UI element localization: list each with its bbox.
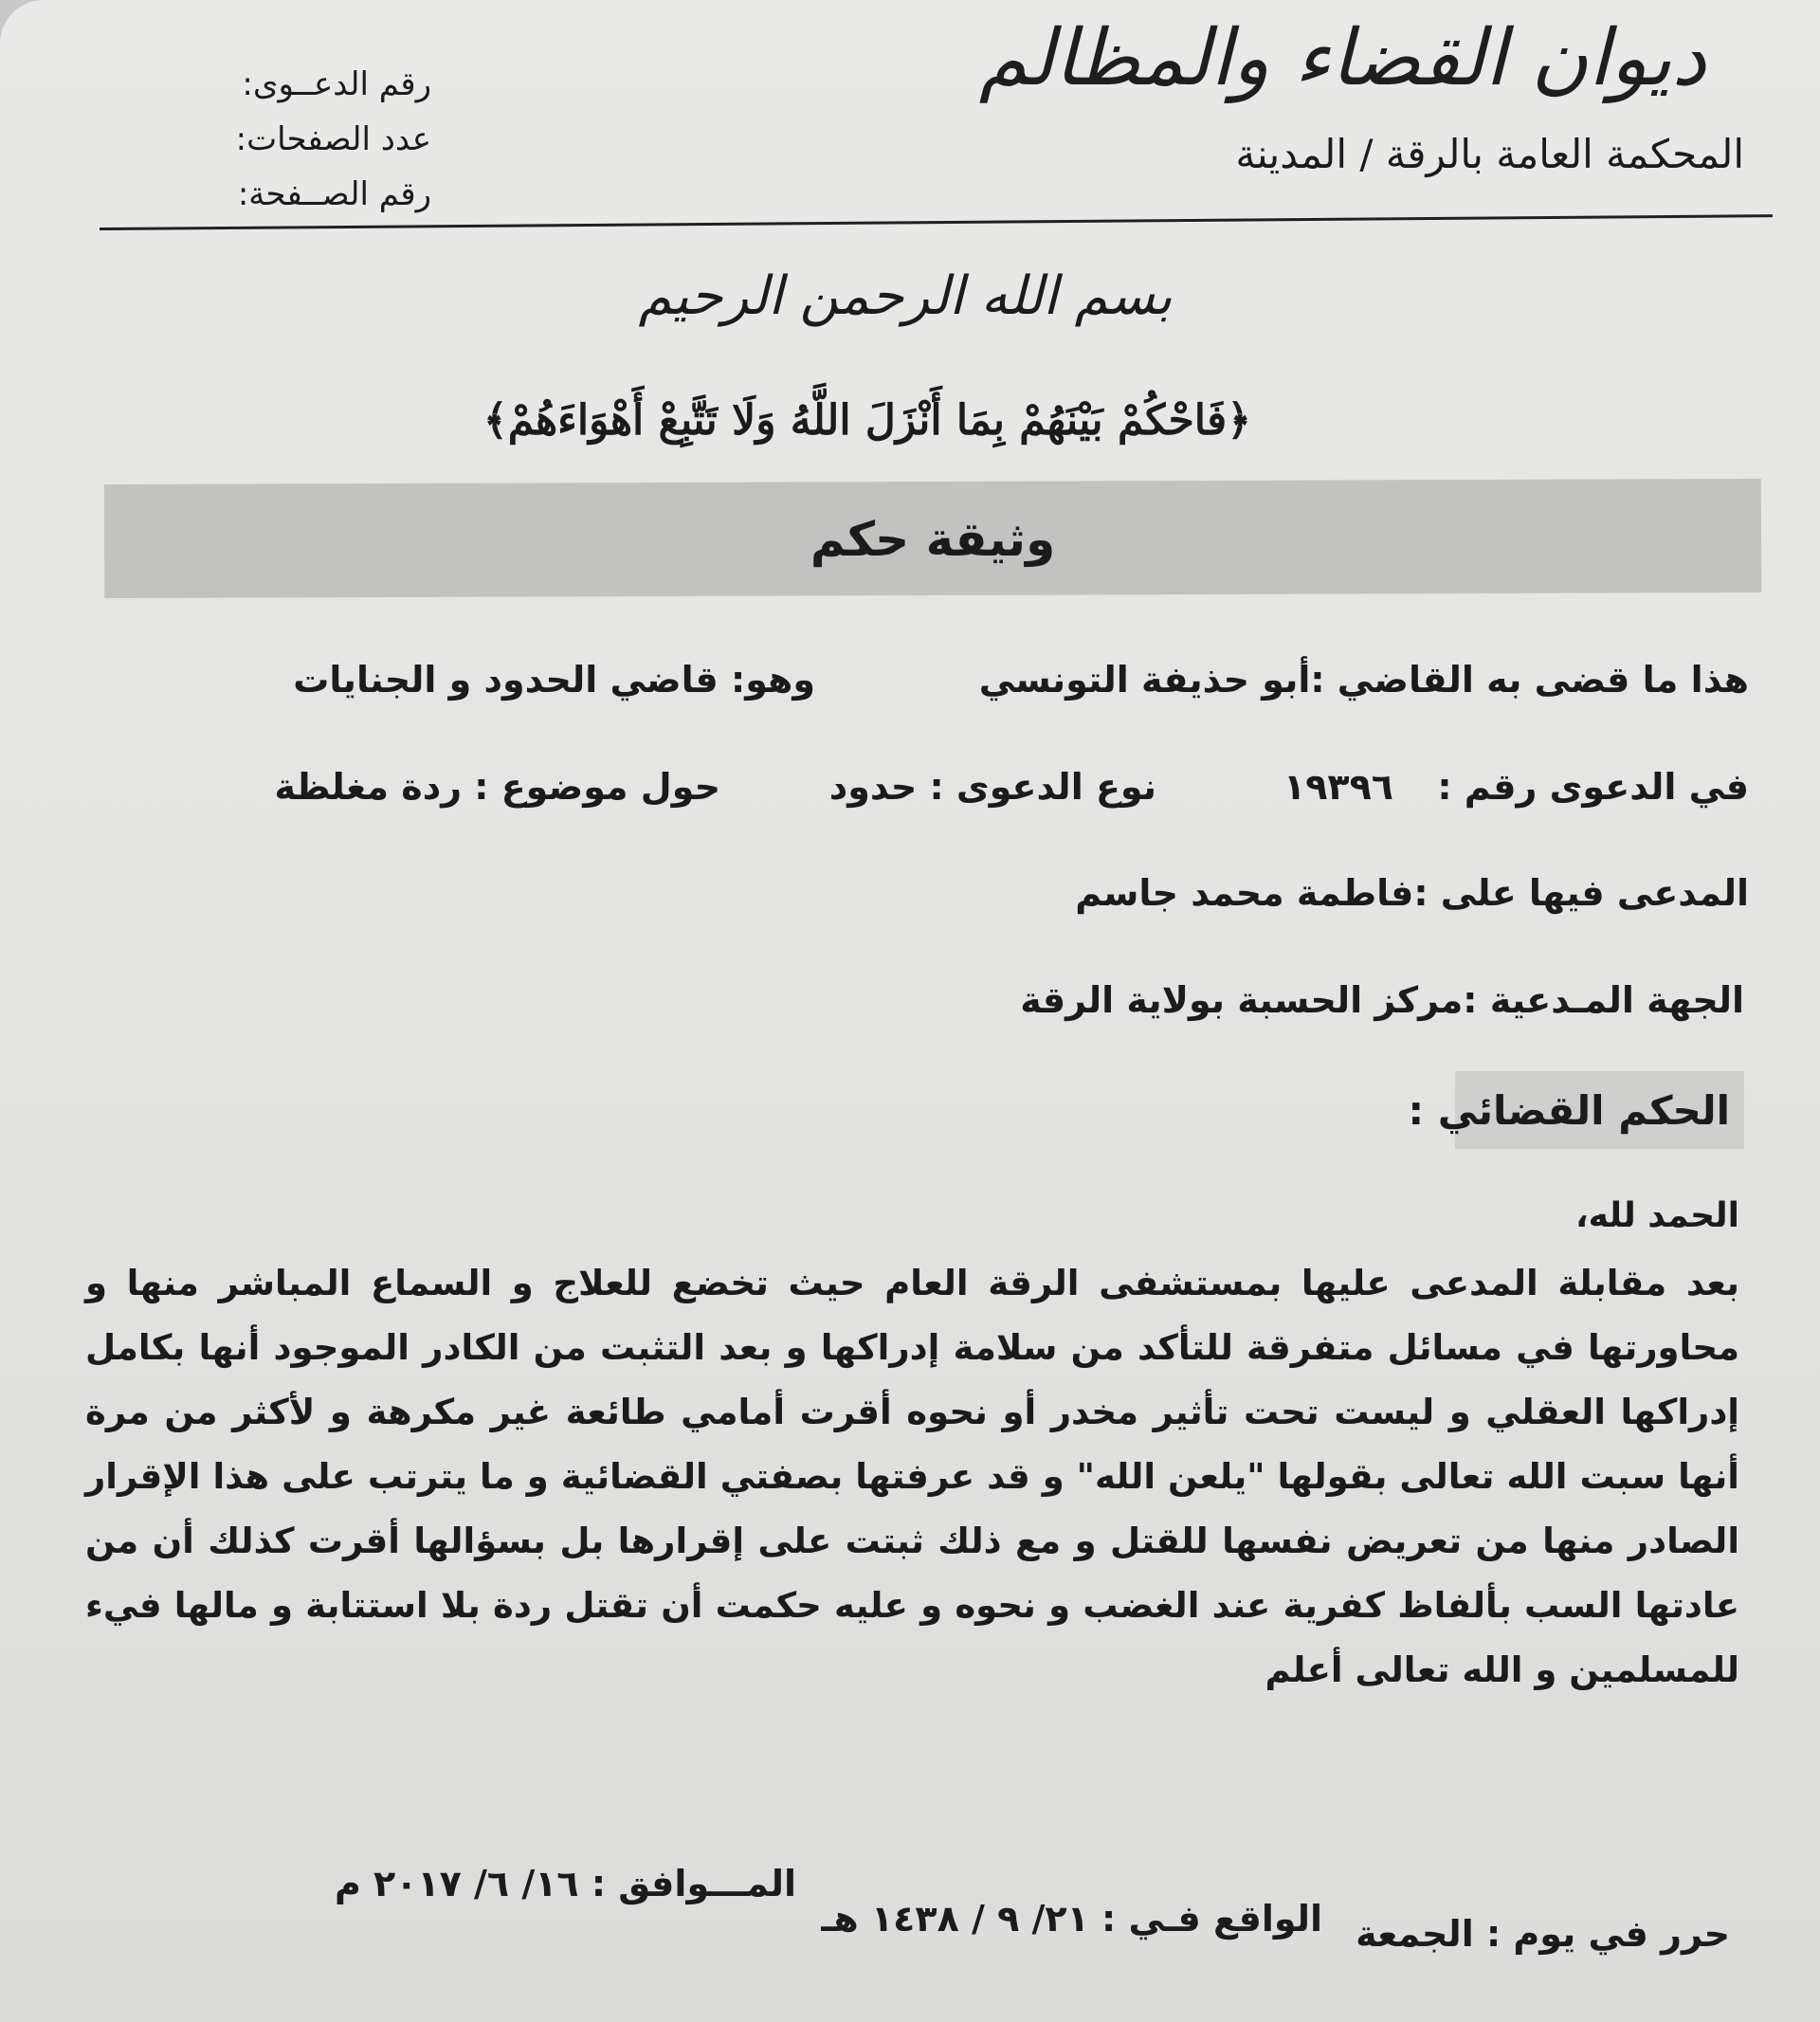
page-number-label: رقم الصــفحة: [237,175,431,213]
defendant-field: المدعى فيها على :فاطمة محمد جاسم [1075,872,1749,914]
praise-line: الحمد لله، [1575,1196,1739,1235]
case-subject: حول موضوع : ردة مغلظة [274,766,720,808]
court-name: المحكمة العامة بالرقة / المدينة [1235,131,1744,177]
footer-day: حرر في يوم : الجمعة [1356,1913,1730,1955]
basmala: بسم الله الرحمن الرحيم [638,265,1173,327]
case-number-field: في الدعوى رقم : [1437,766,1749,808]
case-type: نوع الدعوى : حدود [828,766,1156,808]
ruling-heading: الحكم القضائي : [1408,1087,1730,1134]
footer-hijri-date: الواقع فـي : ٢١/ ٩ / ١٤٣٨ هـ [821,1898,1322,1940]
footer-gregorian-date: المـــوافق : ١٦/ ٦/ ٢٠١٧ م [334,1863,796,1904]
case-meta-block [236,57,431,222]
office-title: ديوان القضاء والمظالم [978,13,1706,103]
quran-verse: ﴿فَاحْكُمْ بَيْنَهُمْ بِمَا أَنْزَلَ اللَّهُ وَلَا تَتَّبِعْ أَهْوَاءَهُمْ﴾ [482,396,1251,445]
document-title: وثيقة حكم [810,512,1056,567]
case-number-value: ١٩٣٩٦ [1283,766,1393,808]
pages-count-label: عدد الصفحات: [235,120,431,158]
case-number-label: رقم الدعــوى: [242,65,431,103]
ruling-text: بعد مقابلة المدعى عليها بمستشفى الرقة العام حيث تخضع للعلاج و السماع المباشر منها و محاورتها في مسائل متفرقة للتأكد من سلامة إدراكها و بعد التثبت من الكادر الموجود أنها بكامل إدراكها العقلي و ليست تحت تأثير مخدر أو نحوه أقرت أمامي طائعة غير مكرهة و لأكثر من مرة أنها سبت الله تعالى بقولها "يلعن الله" و قد عرفتها بصفتي القضائية و ما يترتب على هذا الإقرار الصادر منها من تعريض نفسها للقتل و مع ذلك ثبتت على إقرارها بل بسؤالها أقرت كذلك أن من عادتها السب بألفاظ كفرية عند الغضب و نحوه و عليه حكمت أن تقتل ردة بلا استتابة و مالها فيء للمسلمين و الله تعالى أعلم [85,1263,1739,1690]
judge-line: هذا ما قضى به القاضي :أبو حذيفة التونسي [978,659,1749,701]
judge-role: وهو: قاضي الحدود و الجنايات [293,659,815,701]
plaintiff-field: الجهة المـدعية :مركز الحسبة بولاية الرقة [1020,979,1744,1021]
